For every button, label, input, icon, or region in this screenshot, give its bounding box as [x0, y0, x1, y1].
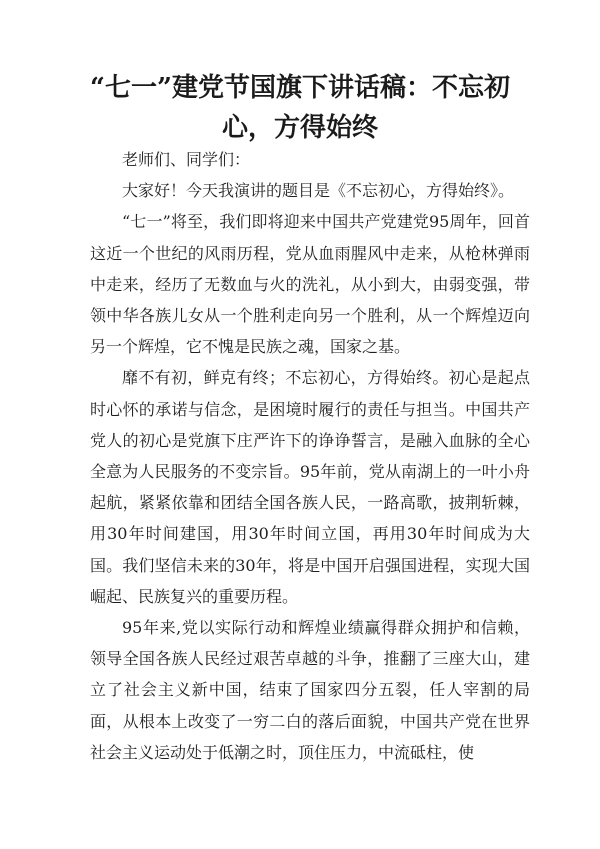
document-title: “七一”建党节国旗下讲话稿：不忘初心，方得始终 [90, 73, 510, 143]
body-paragraph: 95年来,党以实际行动和辉煌业绩赢得群众拥护和信赖，领导全国各族人民经过艰苦卓越的斗争，推翻了三座大山，建立了社会主义新中国，结束了国家四分五裂，任人宰割的局面，从根本上改变了一穷二白的落后面貌，中国共产党在世界社会主义运动处于低潮之时，顶住压力，中流砥柱，使 [90, 618, 530, 762]
greeting-paragraph: 大家好！今天我演讲的题目是《不忘初心，方得始终》。 [122, 181, 515, 201]
salutation-paragraph: 老师们、同学们： [122, 150, 251, 169]
body-paragraph: 靡不有初，鲜克有终；不忘初心，方得始终。初心是起点时心怀的承诺与信念，是困境时履行的责任与担当。中国共产党人的初心是党旗下庄严许下的诤诤誓言，是融入血脉的全心全意为人民服务的不变宗旨。95年前，党从南湖上的一叶小舟起航，紧紧依靠和团结全国各族人民，一路高歌，披荆斩棘，用30年时间建国，用30年时间立国，再用30年时间成为大国。我们坚信未来的30年，将是中国开启强国进程，实现大国崛起、民族复兴的重要历程。 [90, 368, 530, 606]
body-paragraph: “七一”将至，我们即将迎来中国共产党建党95周年，回首这近一个世纪的风雨历程，党从血雨腥风中走来，从枪林弹雨中走来，经历了无数血与火的洗礼，从小到大，由弱变强，带领中华各族儿女从一个胜利走向另一个胜利，从一个辉煌迈向另一个辉煌，它不愧是民族之魂，国家之基。 [90, 212, 530, 357]
document-body [90, 144, 530, 768]
